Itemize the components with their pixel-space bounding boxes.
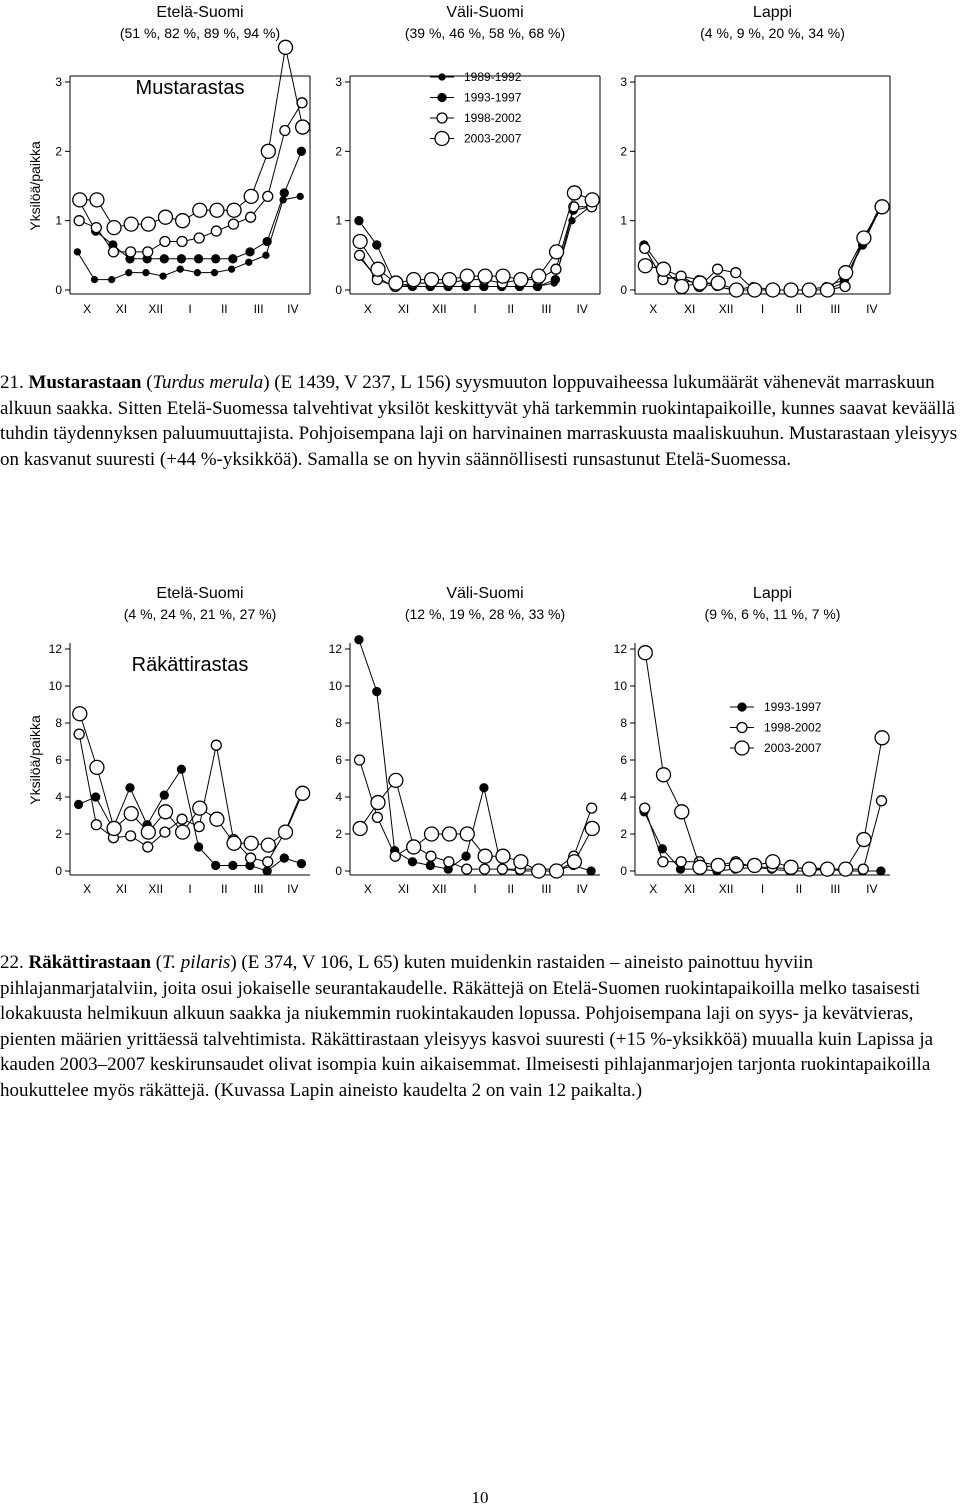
series-point (244, 189, 258, 203)
y-tick-label: 6 (620, 753, 627, 767)
series-point (278, 825, 292, 839)
y-tick-label: 10 (613, 679, 627, 693)
series-point (74, 249, 80, 255)
series-point (158, 805, 172, 819)
legend (730, 700, 822, 755)
series-point (74, 729, 84, 739)
series-line (645, 653, 882, 869)
panel-lappi (620, 4, 890, 316)
panel-subtitle: (12 %, 19 %, 28 %, 33 %) (404, 606, 566, 622)
legend-marker (439, 74, 445, 80)
series-point (638, 646, 652, 660)
series-point (478, 269, 492, 283)
x-tick-label: I (760, 302, 765, 316)
series-point (426, 861, 434, 869)
panel-subtitle: (39 %, 46 %, 58 %, 68 %) (404, 25, 566, 41)
y-tick-label: 1 (620, 213, 627, 228)
x-tick-label: XI (683, 302, 696, 316)
x-tick-label: II (507, 302, 515, 316)
series-point (640, 803, 650, 813)
series-point (585, 821, 599, 835)
series-point (246, 248, 254, 256)
x-tick-label: XI (115, 302, 128, 316)
legend-label: 1989-1992 (464, 70, 522, 84)
series-point (353, 234, 367, 248)
series-point (657, 768, 671, 782)
series-point (176, 214, 190, 228)
x-tick-label: XII (718, 302, 734, 316)
x-tick-label: XI (397, 302, 410, 316)
y-tick-label: 1 (55, 213, 62, 228)
series-point (875, 731, 889, 745)
series-point (442, 827, 456, 841)
page-number: 10 (471, 1488, 489, 1507)
series-point (353, 821, 367, 835)
x-tick-label: IV (866, 882, 878, 896)
series-point (585, 193, 599, 207)
y-tick-label: 6 (55, 753, 62, 767)
series-point (496, 849, 510, 863)
series-point (839, 862, 853, 876)
x-tick-label: XI (115, 882, 128, 896)
series-point (280, 126, 290, 136)
series-point (211, 740, 221, 750)
y-tick-label: 8 (335, 716, 342, 730)
series-point (229, 861, 237, 869)
x-tick-label: I (473, 302, 477, 316)
series-point (587, 803, 597, 813)
y-tick-label: 12 (613, 642, 627, 656)
series-point (551, 276, 559, 284)
legend-label: 1993-1997 (764, 700, 822, 714)
series-point (143, 247, 153, 257)
series-point (462, 852, 470, 860)
series-point (92, 793, 100, 801)
series-point (729, 283, 743, 297)
series-point (193, 801, 207, 815)
series-point (263, 191, 273, 201)
series-point (109, 277, 115, 283)
y-tick-label: 6 (335, 753, 342, 767)
caption-text: ) (E 1439, V 237, L 156) syysmuuton loppuvaiheessa lukumäärät vähenevät marraskuun alkuun saakka. Sitten Etelä-Suomessa talvehtivat yksilöt keskittyvät yhä tarkemmin ruokintapaikoille, kunnes saavat keväällä tuhdin täydennyksen paluumuuttajista. Pohjoisempana laji on harvinainen marraskuusta maaliskuuhun. Mustarastaan yleisyys on kasvanut suuresti (+44 %-yksikköä). Samalla se on hyvin säännöllisesti runsastunut Etelä-Suomessa. (0, 372, 958, 470)
series-point (409, 858, 417, 866)
x-tick-label: III (830, 882, 841, 896)
series-point (766, 283, 780, 297)
panel-vlisuomi (329, 585, 600, 896)
series-point (480, 784, 488, 792)
series-point (263, 252, 269, 258)
figure-mustarastas (0, 0, 960, 330)
series-point (729, 858, 743, 872)
figure-rakattirastas (0, 575, 960, 905)
x-tick-label: IV (287, 302, 299, 316)
x-tick-label: I (760, 882, 765, 896)
caption-species: Räkättirastaan (28, 952, 151, 973)
y-tick-label: 10 (328, 679, 342, 693)
y-tick-label: 2 (335, 144, 342, 159)
y-tick-label: 2 (55, 144, 62, 159)
series-point (802, 862, 816, 876)
series-point (211, 226, 221, 236)
x-tick-label: IV (866, 302, 878, 316)
caption-latin: Turdus merula (152, 372, 264, 393)
x-tick-label: IV (287, 882, 299, 896)
panel-subtitle: (9 %, 6 %, 11 %, 7 %) (704, 606, 841, 622)
series-point (177, 765, 185, 773)
series-point (210, 203, 224, 217)
series-point (210, 812, 224, 826)
series-point (658, 857, 668, 867)
x-tick-label: IV (576, 302, 588, 316)
series-point (675, 805, 689, 819)
x-tick-label: XII (148, 302, 164, 316)
series-point (195, 843, 203, 851)
caption-number: 21. (0, 372, 24, 393)
panel-etelsuomi (27, 4, 310, 316)
y-tick-label: 12 (48, 642, 62, 656)
series-point (587, 867, 595, 875)
series-point (711, 858, 725, 872)
legend-label: 1998-2002 (764, 720, 822, 735)
series-point (229, 255, 237, 263)
caption-rakattirastas: 22. Räkättirastaan (T. pilaris) (E 374, V 106, L 65) kuten muidenkin rastaiden – aineisto painottuu hyviin pihlajanmarjatalviin, joita osui jokaiselle seurantakaudelle. Räkättejä on Etelä-Suomen ruokintapaikoilla melko tasaisesti lokakuusta helmikuun alkuun saakka ja niukemmin ruokintakauden lopussa. Pohjoisempana laji on syys- ja kevätvieras, pienten määrien yrittäessä talvehtimista. Räkättirastaan yleisyys kasvoi suuresti (+15 %-yksikköä) muualla kuin Lapissa ja kauden 2003–2007 keskirunsaudet olivat isompia kuin aikaisemmat. Ilmeisesti pihlajanmarjojen tarjonta ruokintapaikoilla houkuttelee myös räkättejä. (Kuvassa Lapin aineisto kaudelta 2 on vain 12 paikalta.) (0, 952, 934, 1101)
series-point (442, 273, 456, 287)
series-point (73, 707, 87, 721)
series-point (212, 255, 220, 263)
series-point (551, 264, 561, 274)
series-point (74, 216, 84, 226)
y-tick-label: 2 (620, 144, 627, 159)
series-point (373, 688, 381, 696)
series-point (227, 203, 241, 217)
series-point (107, 221, 121, 235)
series-point (141, 217, 155, 231)
series-point (280, 189, 288, 197)
series-point (426, 851, 436, 861)
series-point (514, 273, 528, 287)
series-point (158, 210, 172, 224)
y-tick-label: 4 (55, 790, 62, 804)
panel-title: Väli-Suomi (446, 4, 524, 21)
series-point (229, 266, 235, 272)
y-tick-label: 3 (335, 75, 342, 89)
y-tick-label: 0 (55, 864, 62, 878)
series-point (425, 827, 439, 841)
series-point (407, 840, 421, 854)
series-point (480, 864, 490, 874)
y-tick-label: 3 (620, 75, 627, 89)
y-tick-label: 4 (335, 790, 342, 804)
series-point (194, 822, 204, 832)
series-point (280, 854, 288, 862)
y-tick-label: 0 (55, 283, 62, 297)
y-tick-label: 2 (620, 827, 627, 841)
series-point (876, 796, 886, 806)
series-point (177, 266, 183, 272)
series-point (840, 282, 850, 292)
panel-title: Etelä-Suomi (156, 4, 244, 21)
series-point (820, 862, 834, 876)
series-point (497, 864, 507, 874)
x-tick-label: XII (148, 882, 164, 896)
series-point (784, 860, 798, 874)
series-point (389, 276, 403, 290)
series-point (550, 245, 564, 259)
panel-title: Etelä-Suomi (156, 585, 244, 602)
x-tick-label: XI (683, 882, 696, 896)
caption-mustarastas: 21. Mustarastaan (Turdus merula) (E 1439, V 237, L 156) syysmuuton loppuvaiheessa lukumäärät vähenevät marraskuun alkuun saakka. Sitten Etelä-Suomessa talvehtivat yksilöt keskittyvät yhä tarkemmin ruokintapaikoille, kunnes saavat keväällä tuhdin täydennyksen paluumuuttajista. Pohjoisempana laji on harvinainen marraskuusta maaliskuuhun. Mustarastaan yleisyys on kasvanut suuresti (+44 %-yksikköä). Samalla se on hyvin säännöllisesti runsastunut Etelä-Suomessa. (0, 372, 958, 470)
x-tick-label: II (220, 882, 228, 896)
x-tick-label: XII (718, 882, 734, 896)
y-tick-label: 0 (620, 283, 627, 297)
series-point (296, 786, 310, 800)
series-point (126, 270, 132, 276)
legend-marker (437, 113, 447, 123)
series-point (261, 144, 275, 158)
series-point (444, 857, 454, 867)
series-point (875, 200, 889, 214)
series-point (820, 283, 834, 297)
x-tick-label: X (83, 302, 92, 316)
legend-marker (738, 703, 746, 711)
y-tick-label: 8 (620, 716, 627, 730)
legend-label: 2003-2007 (464, 131, 522, 146)
series-point (160, 255, 168, 263)
series-point (160, 791, 168, 799)
series-point (460, 827, 474, 841)
caption-latin: T. pilaris (162, 952, 231, 973)
series-point (143, 270, 149, 276)
series-point (261, 838, 275, 852)
x-tick-label: II (795, 882, 803, 896)
series-point (355, 636, 363, 644)
series-point (858, 864, 868, 874)
series-point (550, 864, 564, 878)
caption-number: 22. (0, 952, 24, 973)
series-point (371, 262, 385, 276)
series-point (107, 821, 121, 835)
series-point (496, 269, 510, 283)
y-tick-label: 2 (335, 827, 342, 841)
series-point (748, 858, 762, 872)
series-point (532, 864, 546, 878)
series-point (372, 812, 382, 822)
legend-label: 1993-1997 (464, 90, 522, 105)
panel-title: Lappi (752, 585, 793, 602)
legend-label: 2003-2007 (764, 741, 822, 755)
x-tick-label: III (541, 882, 552, 896)
x-tick-label: III (830, 302, 841, 316)
series-point (244, 836, 258, 850)
series-point (373, 241, 381, 249)
panel-subtitle: (4 %, 24 %, 21 %, 27 %) (123, 606, 277, 622)
series-point (460, 269, 474, 283)
series-point (176, 825, 190, 839)
series-point (514, 855, 528, 869)
series-point (90, 760, 104, 774)
series-point (75, 800, 83, 808)
panel-subtitle: (51 %, 82 %, 89 %, 94 %) (119, 25, 281, 41)
series-point (246, 853, 256, 863)
series-point (478, 849, 492, 863)
series-point (126, 247, 136, 257)
panel-title: Väli-Suomi (446, 585, 524, 602)
y-tick-label: 0 (335, 283, 342, 297)
series-point (297, 193, 303, 199)
x-tick-label: X (649, 302, 658, 316)
x-tick-label: II (795, 302, 803, 316)
series-point (567, 855, 581, 869)
series-point (177, 255, 185, 263)
series-point (425, 273, 439, 287)
series-point (638, 259, 652, 273)
series-point (246, 212, 256, 222)
series-point (462, 864, 472, 874)
x-tick-label: IV (576, 882, 588, 896)
series-point (355, 755, 365, 765)
legend (430, 70, 522, 146)
series-point (676, 857, 686, 867)
series-point (857, 231, 871, 245)
series-point (355, 217, 363, 225)
series-point (194, 233, 204, 243)
series-point (657, 262, 671, 276)
series-point (532, 269, 546, 283)
series-point (713, 264, 723, 274)
x-tick-label: XII (431, 302, 447, 316)
series-point (711, 276, 725, 290)
y-tick-label: 4 (620, 790, 627, 804)
y-tick-label: 3 (55, 75, 62, 89)
series-point (693, 276, 707, 290)
legend-label: 1998-2002 (464, 111, 522, 125)
panel-subtitle: (4 %, 9 %, 20 %, 34 %) (700, 25, 845, 41)
y-tick-label: 12 (328, 642, 342, 656)
series-point (212, 270, 218, 276)
x-tick-label: X (649, 882, 658, 896)
series-point (193, 203, 207, 217)
series-point (177, 236, 187, 246)
series-point (857, 833, 871, 847)
x-tick-label: X (363, 302, 372, 316)
series-point (73, 193, 87, 207)
series-point (278, 40, 292, 54)
series-point (389, 773, 403, 787)
series-point (124, 217, 138, 231)
series-point (91, 223, 101, 233)
series-point (108, 247, 118, 257)
x-tick-label: II (507, 882, 515, 896)
series-point (91, 820, 101, 830)
series-point (693, 860, 707, 874)
y-tick-label: 0 (620, 864, 627, 878)
panel-lappi (614, 585, 890, 896)
series-point (802, 283, 816, 297)
series-point (194, 270, 200, 276)
series-point (160, 273, 166, 279)
x-tick-label: XI (397, 882, 410, 896)
series-point (675, 280, 689, 294)
series-point (407, 273, 421, 287)
legend-marker (735, 741, 749, 755)
x-tick-label: III (253, 882, 264, 896)
series-line (359, 640, 591, 871)
series-point (212, 861, 220, 869)
panel-etelsuomi (27, 585, 310, 896)
series-point (227, 836, 241, 850)
series-point (126, 784, 134, 792)
x-tick-label: I (188, 302, 192, 316)
panel-title: Lappi (752, 4, 793, 21)
series-point (297, 147, 305, 155)
x-tick-label: II (220, 302, 228, 316)
series-point (748, 283, 762, 297)
legend-marker (438, 94, 446, 102)
series-point (766, 855, 780, 869)
series-point (877, 867, 885, 875)
y-tick-label: 1 (335, 213, 342, 228)
series-point (160, 236, 170, 246)
series-point (355, 250, 365, 260)
series-point (177, 814, 187, 824)
series-point (263, 857, 273, 867)
x-tick-label: III (541, 302, 552, 316)
legend-marker (435, 132, 449, 146)
y-tick-label: 8 (55, 716, 62, 730)
series-point (640, 243, 650, 253)
x-tick-label: III (253, 302, 264, 316)
series-point (567, 186, 581, 200)
series-point (141, 825, 155, 839)
series-point (92, 277, 98, 283)
series-point (195, 255, 203, 263)
series-point (126, 831, 136, 841)
series-point (784, 283, 798, 297)
x-tick-label: XII (431, 882, 447, 896)
species-label: Mustarastas (135, 77, 245, 99)
x-tick-label: I (473, 882, 477, 896)
series-point (228, 219, 238, 229)
series-point (263, 867, 271, 875)
caption-species: Mustarastaan (28, 372, 142, 393)
y-tick-label: 10 (48, 679, 62, 693)
series-point (390, 851, 400, 861)
series-point (246, 259, 252, 265)
series-point (371, 796, 385, 810)
x-tick-label: I (188, 882, 192, 896)
series-point (296, 120, 310, 134)
series-point (143, 842, 153, 852)
x-tick-label: X (363, 882, 372, 896)
series-point (90, 193, 104, 207)
caption-text: ) (E 374, V 106, L 65) kuten muidenkin rastaiden – aineisto painottuu hyviin pihlajanmarjatalviin, joita osui jokaiselle seurantakaudelle. Räkättejä on Etelä-Suomen ruokintapaikoilla melko tasaisesti lokakuusta helmikuun alkuun saakka ja niukemmin ruokintakauden lopussa. Pohjoisempana laji on syys- ja kevätvieras, pienten määrien yrittäessä talvehtimista. Räkättirastaan yleisyys kasvoi suuresti (+15 %-yksikköä) muualla kuin Lapissa ja kauden 2003–2007 keskirunsaudet olivat isompia kuin aikaisemmat. Ilmeisesti pihlajanmarjojen tarjonta ruokintapaikoilla houkuttelee myös räkättejä. (Kuvassa Lapin aineisto kaudelta 2 on vain 12 paikalta.) (0, 952, 934, 1101)
series-point (839, 266, 853, 280)
series-point (160, 827, 170, 837)
legend-marker (737, 723, 747, 733)
x-tick-label: X (83, 882, 92, 896)
y-axis-label: Yksilöä/paikka (27, 715, 43, 805)
y-tick-label: 0 (335, 864, 342, 878)
species-label: Räkättirastas (131, 654, 249, 676)
y-tick-label: 2 (55, 827, 62, 841)
series-point (731, 268, 741, 278)
panel-vlisuomi (335, 4, 600, 316)
y-axis-label: Yksilöä/paikka (27, 141, 43, 231)
series-point (263, 237, 271, 245)
series-point (297, 860, 305, 868)
series-point (124, 807, 138, 821)
